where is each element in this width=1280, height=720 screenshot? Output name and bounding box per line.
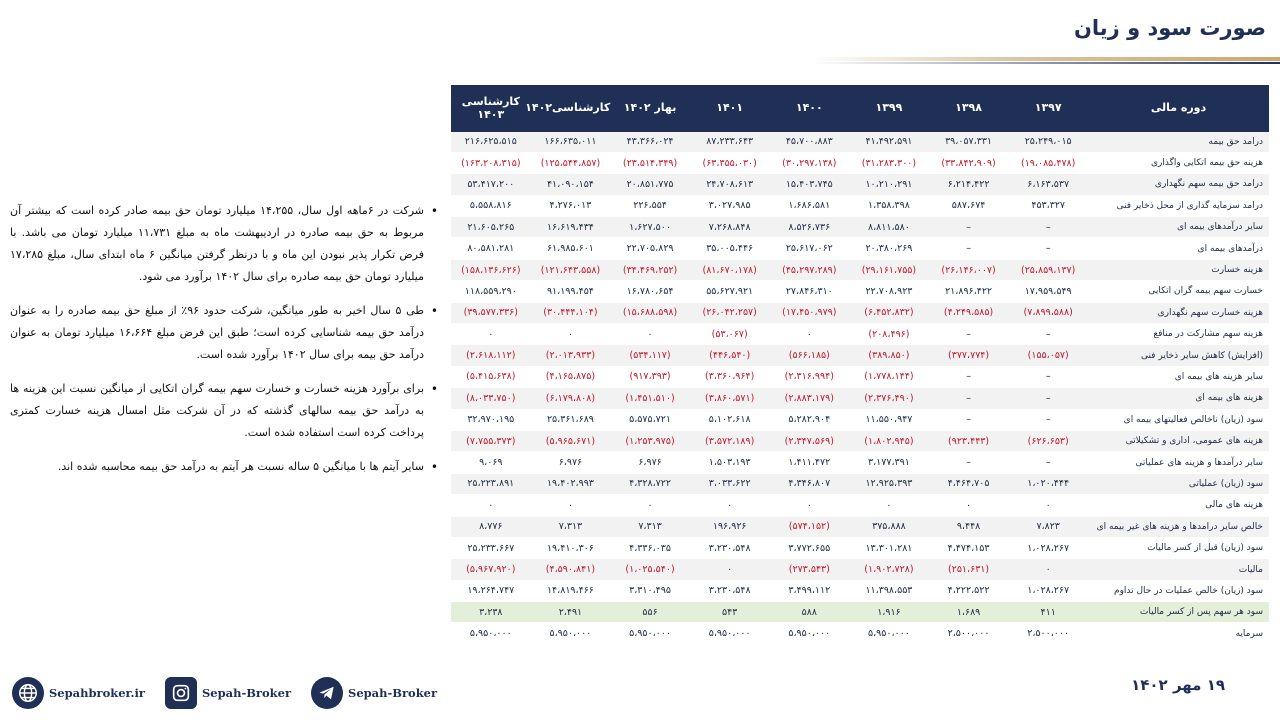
table-row	[451, 473, 1269, 494]
table-cell: ۲۵،۶۱۷،۰۶۲	[770, 238, 850, 259]
table-cell: (۲۹،۱۶۱،۷۵۵)	[849, 259, 929, 280]
table-row	[451, 430, 1269, 451]
table-cell: (۴۴۶،۵۴۰)	[690, 345, 770, 366]
table-cell: ۱،۵۰۳،۱۹۳	[690, 452, 770, 473]
table-cell: ۱۴،۸۱۹،۴۶۶	[531, 580, 611, 601]
table-cell: ۲۲،۷۰۸،۹۲۳	[849, 281, 929, 302]
table-cell: ۲،۵۰۰،۰۰۰	[1008, 623, 1088, 644]
table-cell: (۲،۰۱۳،۹۳۳)	[531, 345, 611, 366]
table-cell: –	[929, 324, 1009, 345]
table-cell: (۱۹،۰۸۵،۴۷۸)	[1008, 152, 1088, 173]
row-label: سایر هزینه های بیمه ای	[1088, 366, 1269, 387]
telegram-label: Sepah-Broker	[348, 686, 438, 700]
table-cell: (۱،۸۰۲،۹۴۵)	[849, 430, 929, 451]
table-cell: ۸،۷۷۶	[451, 516, 531, 537]
instagram-icon	[165, 677, 197, 709]
table-cell: ۱۶،۶۱۹،۴۳۴	[531, 217, 611, 238]
row-label: درامد حق بیمه سهم نگهداری	[1088, 174, 1269, 195]
row-label: سایر درآمدهای بیمه ای	[1088, 217, 1269, 238]
table-cell: ۵،۲۸۲،۹۰۴	[770, 409, 850, 430]
table-cell: ۴،۳۲۸،۷۲۲	[610, 473, 690, 494]
table-cell: ۵،۹۵۰،۰۰۰	[770, 623, 850, 644]
table-cell: (۱،۹۰۲،۷۲۸)	[849, 559, 929, 580]
table-row	[451, 259, 1269, 280]
table-cell: (۲۶،۰۴۲،۲۵۷)	[690, 302, 770, 323]
table-cell: (۶۳،۳۵۵،۰۳۰)	[690, 152, 770, 173]
telegram-icon	[311, 677, 343, 709]
table-cell: ۵،۱۰۲،۶۱۸	[690, 409, 770, 430]
column-header-year: ۱۳۹۸	[929, 85, 1009, 131]
table-cell: ۴۵۳،۳۲۷	[1008, 195, 1088, 216]
row-label: هزینه سهم مشارکت در منافع	[1088, 324, 1269, 345]
table-cell: ۵،۹۵۰،۰۰۰	[531, 623, 611, 644]
table-cell: ۷،۳۱۳	[610, 516, 690, 537]
table-cell: ۱۹۶،۹۲۶	[690, 516, 770, 537]
table-cell: ۸۷،۲۳۳،۶۴۳	[690, 131, 770, 152]
income-statement-table	[451, 85, 1269, 645]
table-cell: (۱۵۵،۰۵۷)	[1008, 345, 1088, 366]
table-cell: ۸،۸۱۱،۵۸۰	[849, 217, 929, 238]
table-row	[451, 452, 1269, 473]
table-cell: (۵۶۶،۱۸۵)	[770, 345, 850, 366]
table-cell: ۱،۰۲۰،۴۴۴	[1008, 473, 1088, 494]
row-label: هزینه خسارت	[1088, 259, 1269, 280]
table-cell: ۳۲،۹۷۰،۱۹۵	[451, 409, 531, 430]
table-row	[451, 131, 1269, 152]
row-label: هزینه حق بیمه اتکایی واگذاری	[1088, 152, 1269, 173]
table-cell: (۵۷۴،۱۵۲)	[770, 516, 850, 537]
table-cell: ۶۱،۹۸۵،۶۰۱	[531, 238, 611, 259]
table-cell: (۱۷،۴۵۰،۹۷۹)	[770, 302, 850, 323]
table-cell: ۲،۵۰۰،۰۰۰	[929, 623, 1009, 644]
table-cell: ۵۸۸	[770, 602, 850, 623]
table-cell: ۵،۹۵۰،۰۰۰	[610, 623, 690, 644]
table-cell: ۵۵۶	[610, 602, 690, 623]
table-cell: ۴،۴۶۴،۷۰۵	[929, 473, 1009, 494]
table-cell: (۱،۷۷۸،۱۴۴)	[849, 366, 929, 387]
table-cell: ۴،۳۳۶،۰۳۵	[610, 537, 690, 558]
table-cell: (۸۱،۶۷۰،۱۷۸)	[690, 259, 770, 280]
table-cell: ۸۰،۵۸۱،۲۸۱	[451, 238, 531, 259]
table-cell: (۳۴،۴۶۹،۲۵۲)	[610, 259, 690, 280]
table-cell: ۶،۹۷۶	[610, 452, 690, 473]
table-cell: (۳۷۷،۷۷۴)	[929, 345, 1009, 366]
column-header-year: ۱۴۰۰	[770, 85, 850, 131]
instagram-link[interactable]	[165, 677, 291, 709]
row-label: سود (زیان) ناخالص فعالیتهای بیمه ای	[1088, 409, 1269, 430]
table-cell: –	[1008, 409, 1088, 430]
table-cell: ۵،۹۵۰،۰۰۰	[451, 623, 531, 644]
table-cell: –	[929, 452, 1009, 473]
table-cell: ۰	[690, 559, 770, 580]
table-cell: (۳،۸۶۰،۵۷۱)	[690, 388, 770, 409]
row-label: هزینه خسارت سهم نگهداری	[1088, 302, 1269, 323]
table-cell: ۱۵،۴۰۳،۷۴۵	[770, 174, 850, 195]
row-label: سود هر سهم پس از کسر مالیات	[1088, 602, 1269, 623]
table-cell: ۱۷،۹۵۹،۵۴۹	[1008, 281, 1088, 302]
table-row	[451, 516, 1269, 537]
table-cell: (۲۰۸،۴۹۶)	[849, 324, 929, 345]
table-row	[451, 152, 1269, 173]
row-label: درآمدهای بیمه ای	[1088, 238, 1269, 259]
table-cell: (۱،۴۵۱،۵۱۰)	[610, 388, 690, 409]
table-cell: (۲،۳۴۷،۵۶۹)	[770, 430, 850, 451]
table-cell: –	[929, 238, 1009, 259]
table-cell: ۳،۲۳۰،۵۴۸	[690, 537, 770, 558]
table-cell: ۱۹،۴۱۰،۳۰۶	[531, 537, 611, 558]
table-row	[451, 366, 1269, 387]
column-header-year: بهار ۱۴۰۲	[610, 85, 690, 131]
row-label: خالص سایر درامدها و هزینه های غیر بیمه ای	[1088, 516, 1269, 537]
table-cell: (۵،۴۱۵،۶۳۸)	[451, 366, 531, 387]
table-cell: (۳،۵۷۲،۱۸۹)	[690, 430, 770, 451]
table-cell: (۱،۲۵۳،۹۷۵)	[610, 430, 690, 451]
table-cell: ۱،۳۵۸،۳۹۸	[849, 195, 929, 216]
table-cell: (۳۳،۸۴۲،۹۰۹)	[929, 152, 1009, 173]
table-cell: ۰	[849, 495, 929, 516]
table-cell: ۲۵،۲۲۳،۸۹۱	[451, 473, 531, 494]
table-cell: (۶۲۶،۶۵۳)	[1008, 430, 1088, 451]
table-header-row	[451, 85, 1269, 131]
table-cell: ۹،۴۴۸	[929, 516, 1009, 537]
column-header-year: ۱۴۰۱	[690, 85, 770, 131]
table-cell: ۳،۰۳۳،۶۲۲	[690, 473, 770, 494]
table-row	[451, 495, 1269, 516]
column-header-year: ۱۳۹۷	[1008, 85, 1088, 131]
instagram-label: Sepah-Broker	[201, 686, 292, 700]
table-cell: (۱۵،۶۸۸،۵۹۸)	[610, 302, 690, 323]
table-row	[451, 602, 1269, 623]
row-label: هزینه های بیمه ای	[1088, 388, 1269, 409]
row-label: هزینه های عمومی، اداری و تشکیلاتی	[1088, 430, 1269, 451]
table-cell: ۳،۳۱۰،۴۹۵	[610, 580, 690, 601]
table-cell: (۲۵،۸۵۹،۱۳۷)	[1008, 259, 1088, 280]
table-cell: ۲۱،۸۹۶،۴۲۲	[929, 281, 1009, 302]
table-cell: ۰	[610, 324, 690, 345]
table-cell: ۴،۲۷۶،۰۱۳	[531, 195, 611, 216]
table-cell: ۲۵،۲۴۹،۰۱۵	[1008, 131, 1088, 152]
table-cell: ۲۰،۳۸۰،۲۶۹	[849, 238, 929, 259]
table-cell: ۱۰،۲۱۰،۲۹۱	[849, 174, 929, 195]
table-cell: ۵،۹۵۰،۰۰۰	[690, 623, 770, 644]
table-cell: ۴۱۱	[1008, 602, 1088, 623]
table-cell: (۵،۹۶۷،۹۲۰)	[451, 559, 531, 580]
table-cell: ۴۱،۰۹۰،۱۵۴	[531, 174, 611, 195]
table-cell: ۵۴۳	[690, 602, 770, 623]
table-cell: ۵،۵۵۸،۸۱۶	[451, 195, 531, 216]
table-cell: ۱۲،۹۲۵،۳۹۳	[849, 473, 929, 494]
table-cell: (۲،۳۱۶،۹۹۴)	[770, 366, 850, 387]
table-row	[451, 345, 1269, 366]
table-cell: –	[929, 409, 1009, 430]
table-cell: (۵،۹۶۵،۶۷۱)	[531, 430, 611, 451]
table-cell: –	[1008, 324, 1088, 345]
title-gold-rule	[810, 57, 1280, 61]
table-cell: ۲۵،۳۶۱،۶۸۹	[531, 409, 611, 430]
table-row	[451, 537, 1269, 558]
table-cell: ۰	[690, 495, 770, 516]
table-cell: ۷،۲۶۸،۸۴۸	[690, 217, 770, 238]
column-header-label: دوره مالی	[1088, 85, 1269, 131]
table-row	[451, 195, 1269, 216]
table-cell: ۳،۷۷۲،۶۵۵	[770, 537, 850, 558]
table-cell: ۰	[531, 495, 611, 516]
footer-contacts	[12, 677, 457, 709]
row-label: مالیات	[1088, 559, 1269, 580]
table-cell: (۹۱۷،۳۹۳)	[610, 366, 690, 387]
table-cell: (۲،۶۱۸،۱۱۲)	[451, 345, 531, 366]
table-cell: (۲۷۳،۵۴۳)	[770, 559, 850, 580]
table-cell: (۷،۸۹۹،۵۸۸)	[1008, 302, 1088, 323]
table-cell: ۰	[929, 495, 1009, 516]
table-cell: (۷،۷۵۵،۳۷۳)	[451, 430, 531, 451]
row-label: خسارت سهم بیمه گران اتکایی	[1088, 281, 1269, 302]
table-cell: (۱۲۵،۵۴۴،۸۵۷)	[531, 152, 611, 173]
table-cell: ۱،۰۲۸،۲۶۷	[1008, 537, 1088, 558]
table-cell: (۱۶۳،۲۰۸،۳۱۵)	[451, 152, 531, 173]
table-cell: ۴،۳۴۶،۸۰۷	[770, 473, 850, 494]
note-item: • سایر آیتم ها با میانگین ۵ ساله نسبت هر آیتم به درآمد حق بیمه محاسبه شده اند.	[10, 456, 440, 478]
notes-list	[10, 200, 440, 490]
table-cell: ۲۲۶،۵۵۴	[610, 195, 690, 216]
table-cell: (۲۳،۵۱۴،۳۴۹)	[610, 152, 690, 173]
row-label: هزینه های مالی	[1088, 495, 1269, 516]
table-cell: ۳۹،۰۵۷،۳۳۱	[929, 131, 1009, 152]
table-cell: ۱۱۸،۵۵۹،۲۹۰	[451, 281, 531, 302]
table-cell: (۴،۱۶۵،۸۷۵)	[531, 366, 611, 387]
table-cell: ۱۹،۲۶۴،۷۴۷	[451, 580, 531, 601]
table-row	[451, 388, 1269, 409]
table-cell: ۳،۲۳۸	[451, 602, 531, 623]
website-link[interactable]	[12, 677, 145, 709]
table-cell: (۱،۰۲۵،۵۴۰)	[610, 559, 690, 580]
table-cell: ۳،۰۲۷،۹۸۵	[690, 195, 770, 216]
row-label: سود (زیان) عملیاتی	[1088, 473, 1269, 494]
table-cell: ۰	[451, 495, 531, 516]
table-cell: ۶،۱۶۳،۵۳۷	[1008, 174, 1088, 195]
table-cell: ۰	[531, 324, 611, 345]
table-cell: (۸،۰۳۳،۷۵۰)	[451, 388, 531, 409]
table-row	[451, 409, 1269, 430]
table-cell: (۳۰،۲۹۷،۱۳۸)	[770, 152, 850, 173]
table-row	[451, 580, 1269, 601]
table-cell: (۲،۳۷۶،۴۹۰)	[849, 388, 929, 409]
table-cell: ۱،۶۸۶،۵۸۱	[770, 195, 850, 216]
row-label: سایر درآمدها و هزینه های عملیاتی	[1088, 452, 1269, 473]
table-cell: ۱،۰۲۸،۲۶۷	[1008, 580, 1088, 601]
table-cell: ۳۷۵،۸۸۸	[849, 516, 929, 537]
table-cell: ۸،۵۲۶،۷۳۶	[770, 217, 850, 238]
table-cell: ۱،۹۱۶	[849, 602, 929, 623]
telegram-link[interactable]	[311, 677, 437, 709]
table-cell: ۲۵،۲۳۳،۶۶۷	[451, 537, 531, 558]
table-cell: ۴،۴۷۴،۱۵۳	[929, 537, 1009, 558]
row-label: درامد حق بیمه	[1088, 131, 1269, 152]
table-cell: ۶،۲۱۴،۴۲۲	[929, 174, 1009, 195]
table-cell: ۲۴،۷۰۸،۶۱۳	[690, 174, 770, 195]
page-title: صورت سود و زیان	[1073, 16, 1266, 40]
table-cell: (۶،۱۷۹،۸۰۸)	[531, 388, 611, 409]
table-cell: (۳۰،۴۴۴،۱۰۴)	[531, 302, 611, 323]
table-cell: ۵۸۷،۶۷۴	[929, 195, 1009, 216]
website-label: Sepahbroker.ir	[49, 686, 145, 700]
table-cell: –	[1008, 217, 1088, 238]
table-cell: ۲،۴۹۱	[531, 602, 611, 623]
row-label: سود (زیان) خالص عملیات در حال تداوم	[1088, 580, 1269, 601]
table-cell: ۵،۵۷۵،۷۲۱	[610, 409, 690, 430]
table-cell: ۵۳،۴۱۷،۲۰۰	[451, 174, 531, 195]
table-row	[451, 238, 1269, 259]
note-item: • شرکت در ۶ماهه اول سال، ۱۴،۲۵۵ میلیارد تومان حق بیمه صادر کرده است که بیشتر آن مربوط به حق بیمه صادره در اردیبهشت ماه به مبلغ ۱۱،۷۳۱ میلیارد تومان می باشد. با فرض تکرار پذیر نبودن این ماه و با درنظر گرفتن میانگین ۶ ماه ابتدای سال، مبلغ ۱۷،۲۸۵ میلیارد تومان حق بیمه صادره برای سال ۱۴۰۲ برآورد می شود.	[10, 200, 440, 288]
table-cell: ۷،۸۲۳	[1008, 516, 1088, 537]
table-cell: ۰	[451, 324, 531, 345]
table-cell: ۲۱،۶۰۵،۲۶۵	[451, 217, 531, 238]
globe-icon	[12, 677, 44, 709]
table-cell: –	[929, 388, 1009, 409]
table-cell: ۰	[1008, 559, 1088, 580]
table-cell: ۰	[610, 495, 690, 516]
table-cell: –	[1008, 452, 1088, 473]
note-item: • طی ۵ سال اخیر به طور میانگین، شرکت حدود ۹۶٪ از مبلغ حق بیمه صادره را به عنوان درآمد حق بیمه شناسایی کرده است؛ طبق این فرض مبلغ ۱۶،۶۶۴ میلیارد تومان به عنوان درآمد حق بیمه برای سال ۱۴۰۲ برآورد شده است.	[10, 300, 440, 366]
row-label: سرمایه	[1088, 623, 1269, 644]
table-cell: –	[1008, 366, 1088, 387]
table-cell: (۳۱،۲۸۳،۳۰۰)	[849, 152, 929, 173]
table-cell: (۳۸۹،۸۵۰)	[849, 345, 929, 366]
column-header-year: ۱۳۹۹	[849, 85, 929, 131]
note-item: • برای برآورد هزینه خسارت و خسارت سهم بیمه گران اتکایی از میانگین نسبت این هزینه ها به درآمد حق بیمه سالهای گذشته که در آن شرکت مثل امسال هزینه خسارت کمتری پرداخت کرده است استفاده شده است.	[10, 378, 440, 444]
table-cell: ۳۵،۰۰۵،۴۴۶	[690, 238, 770, 259]
table-cell: ۱۱،۵۵۰،۹۴۷	[849, 409, 929, 430]
table-cell: ۲۰،۸۵۱،۷۷۵	[610, 174, 690, 195]
table-row	[451, 281, 1269, 302]
table-cell: (۱۲۱،۶۴۳،۵۵۸)	[531, 259, 611, 280]
table-cell: ۹۱،۱۹۹،۴۵۴	[531, 281, 611, 302]
table-cell: (۲۵۱،۶۳۱)	[929, 559, 1009, 580]
table-row	[451, 217, 1269, 238]
table-cell: ۱،۶۲۷،۵۰۰	[610, 217, 690, 238]
row-label: درامد سرمایه گذاری از محل ذخایر فنی	[1088, 195, 1269, 216]
table-row	[451, 302, 1269, 323]
column-header-year: کارشناسی۱۴۰۲	[531, 85, 611, 131]
table-body	[451, 131, 1269, 644]
table-cell: ۲۷،۸۴۶،۳۱۰	[770, 281, 850, 302]
table-row	[451, 174, 1269, 195]
table-row	[451, 324, 1269, 345]
table-cell: ۹،۰۶۹	[451, 452, 531, 473]
column-header-year: کارشناسی ۱۴۰۳	[451, 85, 531, 131]
title-navy-rule	[810, 62, 1280, 64]
table-cell: ۰	[770, 495, 850, 516]
table-cell: ۱۱،۳۹۸،۵۵۳	[849, 580, 929, 601]
table-cell: ۲۲،۷۰۵،۸۲۹	[610, 238, 690, 259]
table-cell: ۳،۱۷۷،۳۹۱	[849, 452, 929, 473]
table-cell: ۵۵،۶۲۷،۹۲۱	[690, 281, 770, 302]
table-cell: (۳،۳۶۰،۹۶۴)	[690, 366, 770, 387]
table-cell: (۴،۵۹۰،۸۴۱)	[531, 559, 611, 580]
table-cell: –	[929, 217, 1009, 238]
table-cell: (۹۲۳،۴۴۳)	[929, 430, 1009, 451]
table-cell: ۷،۳۱۳	[531, 516, 611, 537]
table-cell: ۵،۹۵۰،۰۰۰	[849, 623, 929, 644]
table-cell: ۰	[1008, 495, 1088, 516]
row-label: (افزایش) کاهش سایر ذخایر فنی	[1088, 345, 1269, 366]
table-cell: ۴،۲۲۲،۵۲۲	[929, 580, 1009, 601]
table-cell: ۰	[770, 324, 850, 345]
table-row	[451, 623, 1269, 644]
table-cell: (۵۳۴،۱۱۷)	[610, 345, 690, 366]
table-cell: ۴۱،۴۹۲،۵۹۱	[849, 131, 929, 152]
table-cell: ۱۶،۷۸۰،۶۵۴	[610, 281, 690, 302]
table-cell: (۶،۴۵۲،۸۳۲)	[849, 302, 929, 323]
table-cell: –	[1008, 388, 1088, 409]
table-cell: (۴،۲۴۹،۵۸۵)	[929, 302, 1009, 323]
table-cell: (۳۹،۵۷۷،۳۳۶)	[451, 302, 531, 323]
table-cell: ۳،۴۹۹،۱۱۲	[770, 580, 850, 601]
table-cell: (۲،۸۸۳،۱۷۹)	[770, 388, 850, 409]
table-cell: ۱۶۶،۶۳۵،۰۱۱	[531, 131, 611, 152]
table-cell: ۳،۲۳۰،۵۴۸	[690, 580, 770, 601]
table-cell: –	[929, 366, 1009, 387]
table-cell: ۱۳،۳۰۱،۲۸۱	[849, 537, 929, 558]
table-cell: –	[1008, 238, 1088, 259]
table-cell: ۱،۴۱۱،۴۷۲	[770, 452, 850, 473]
table-row	[451, 559, 1269, 580]
table-cell: ۲۱۶،۶۲۵،۵۱۵	[451, 131, 531, 152]
table-cell: ۶،۹۷۶	[531, 452, 611, 473]
table-cell: (۴۵،۲۹۷،۲۸۹)	[770, 259, 850, 280]
table-cell: ۱،۶۸۹	[929, 602, 1009, 623]
table-cell: ۴۵،۷۰۰،۸۸۳	[770, 131, 850, 152]
row-label: سود (زیان) قبل از کسر مالیات	[1088, 537, 1269, 558]
table-cell: (۱۵۸،۱۳۶،۶۲۶)	[451, 259, 531, 280]
report-date: ۱۹ مهر ۱۴۰۲	[1131, 676, 1225, 694]
table-cell: ۴۳،۳۶۶،۰۲۴	[610, 131, 690, 152]
table-cell: (۲۶،۱۴۶،۰۰۷)	[929, 259, 1009, 280]
table-cell: (۵۳،۰۶۷)	[690, 324, 770, 345]
table-cell: ۱۹،۴۰۲،۹۹۳	[531, 473, 611, 494]
